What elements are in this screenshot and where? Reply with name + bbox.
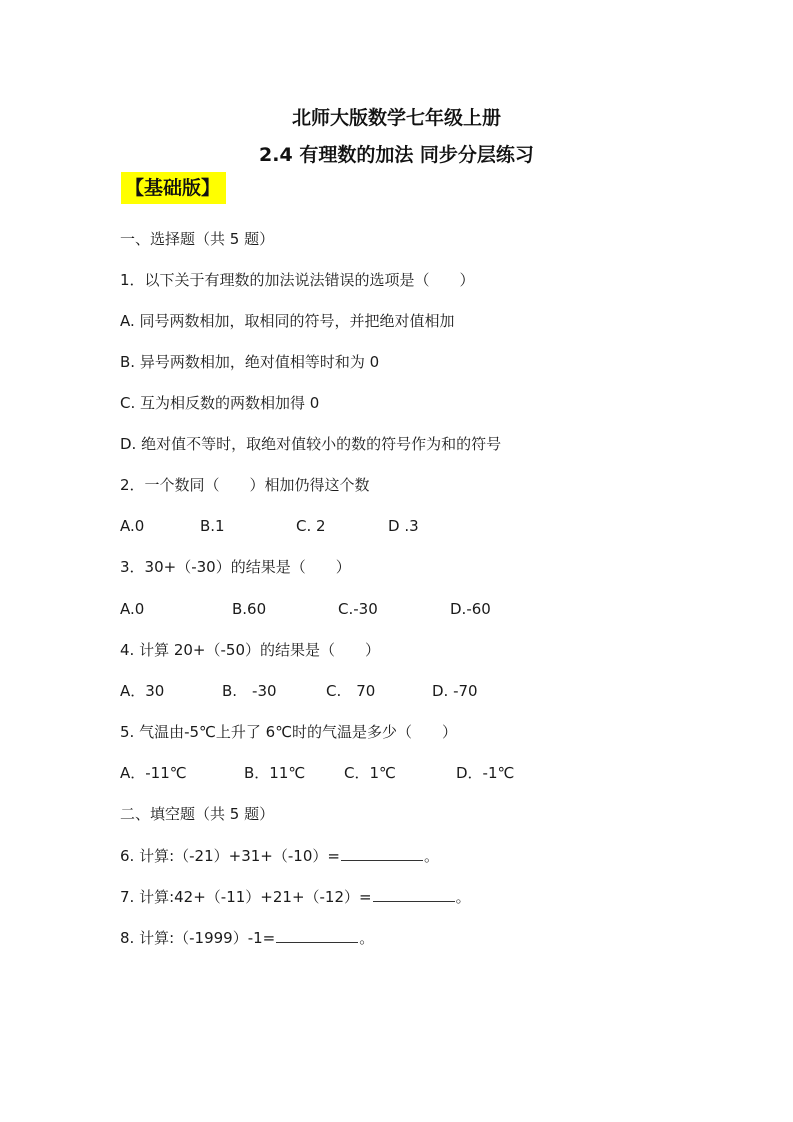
question-5-option-a: A．-11℃ [120, 764, 187, 782]
question-8-end: 。 [359, 929, 375, 947]
question-4-stem: 4. 计算 20+（-50）的结果是（ ） [120, 641, 381, 659]
page-title: 北师大版数学七年级上册 [291, 107, 501, 129]
question-4-option-d: D. -70 [432, 682, 478, 700]
question-7 [120, 886, 471, 908]
question-3-option-a: A.0 [120, 600, 145, 618]
question-8 [120, 927, 374, 949]
question-7-stem: 7. 计算:42+（-11）+21+（-12）= [120, 888, 372, 906]
question-6 [120, 845, 439, 867]
level-badge: 【基础版】 [121, 172, 226, 204]
section-fill-heading: 二、填空题（共 5 题） [120, 805, 275, 823]
question-3-stem: 3．30+（-30）的结果是（ ） [120, 558, 351, 576]
question-8-answer-blank[interactable] [276, 928, 358, 943]
question-1-option-b: B. 异号两数相加，绝对值相等时和为 0 [120, 353, 380, 371]
question-3-option-c: C.-30 [338, 600, 378, 618]
question-6-answer-blank[interactable] [341, 846, 423, 861]
question-2-option-d: D .3 [388, 517, 419, 535]
question-2-stem: 2．一个数同（ ）相加仍得这个数 [120, 476, 370, 494]
question-4-option-b: B. -30 [222, 682, 277, 700]
question-1-option-d: D. 绝对值不等时，取绝对值较小的数的符号作为和的符号 [120, 435, 502, 453]
question-5-option-d: D．-1℃ [456, 764, 515, 782]
section-choice-heading: 一、选择题（共 5 题） [120, 230, 275, 248]
question-6-end: 。 [423, 847, 439, 865]
question-8-stem: 8. 计算:（-1999）-1= [120, 929, 276, 947]
page-subtitle: 2.4 有理数的加法 同步分层练习 [259, 144, 534, 166]
question-5-option-b: B．11℃ [244, 764, 306, 782]
question-1-option-c: C. 互为相反数的两数相加得 0 [120, 394, 320, 412]
question-3-option-b: B.60 [232, 600, 267, 618]
question-2-option-b: B.1 [200, 517, 225, 535]
question-2-option-c: C. 2 [296, 517, 326, 535]
question-1-stem: 1．以下关于有理数的加法说法错误的选项是（ ） [120, 271, 475, 289]
question-7-end: 。 [455, 888, 471, 906]
question-1-option-a: A. 同号两数相加，取相同的符号，并把绝对值相加 [120, 312, 455, 330]
question-6-stem: 6. 计算:（-21）+31+（-10）= [120, 847, 340, 865]
question-7-answer-blank[interactable] [373, 887, 455, 902]
question-2-option-a: A.0 [120, 517, 145, 535]
question-4-option-c: C. 70 [326, 682, 376, 700]
question-4-option-a: A．30 [120, 682, 165, 700]
question-3-option-d: D.-60 [450, 600, 491, 618]
question-5-stem: 5. 气温由-5℃上升了 6℃时的气温是多少（ ） [120, 723, 458, 741]
question-5-option-c: C．1℃ [344, 764, 396, 782]
